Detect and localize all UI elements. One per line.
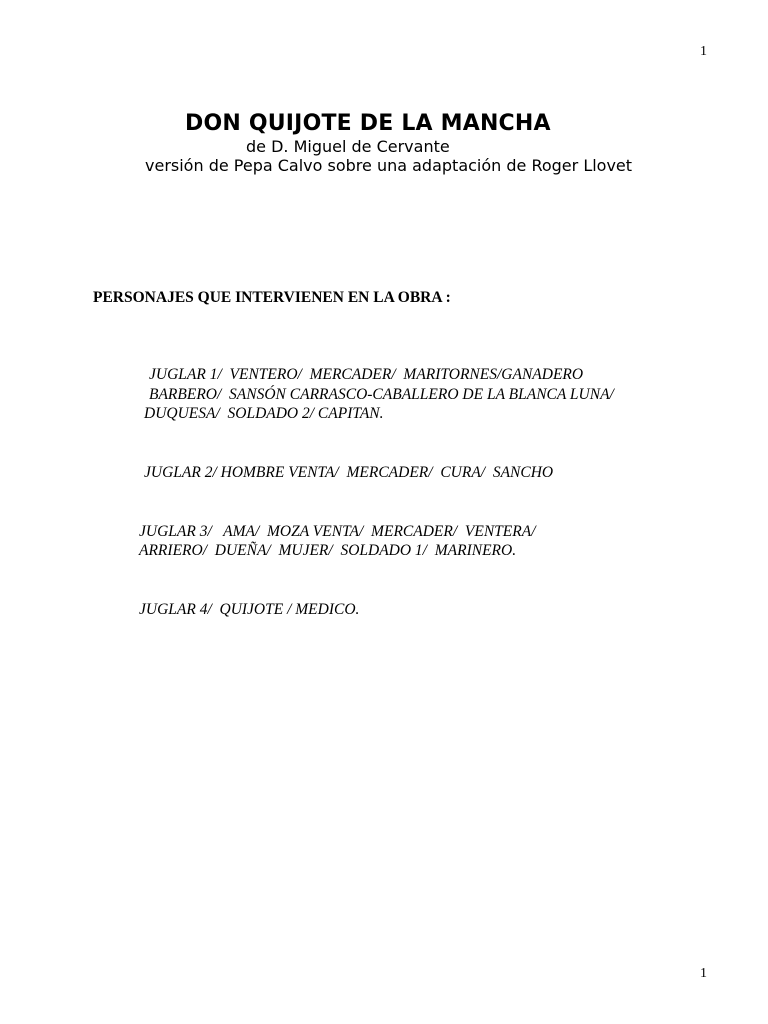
cast-line-juglar4-1: JUGLAR 4/ QUIJOTE / MEDICO. <box>139 601 360 618</box>
cast-line-juglar1-3: DUQUESA/ SOLDADO 2/ CAPITAN. <box>144 405 384 422</box>
cast-line-juglar1-2: BARBERO/ SANSÓN CARRASCO-CABALLERO DE LA BLANCA LUNA/ <box>149 386 614 403</box>
version-line: versión de Pepa Calvo sobre una adaptación de Roger Llovet <box>145 156 633 175</box>
page-number-top: 1 <box>700 44 707 59</box>
cast-line-juglar1-1: JUGLAR 1/ VENTERO/ MERCADER/ MARITORNES/GANADERO <box>149 366 584 383</box>
document-title: DON QUIJOTE DE LA MANCHA <box>185 111 551 136</box>
cast-line-juglar2-1: JUGLAR 2/ HOMBRE VENTA/ MERCADER/ CURA/ SANCHO <box>144 464 554 481</box>
cast-line-juglar3-2: ARRIERO/ DUEÑA/ MUJER/ SOLDADO 1/ MARINERO. <box>139 542 517 559</box>
section-heading: PERSONAJES QUE INTERVIENEN EN LA OBRA : <box>93 289 451 306</box>
page-number-bottom: 1 <box>700 966 707 981</box>
author-line: de D. Miguel de Cervante <box>246 137 450 156</box>
cast-line-juglar3-1: JUGLAR 3/ AMA/ MOZA VENTA/ MERCADER/ VENTERA/ <box>139 523 536 540</box>
